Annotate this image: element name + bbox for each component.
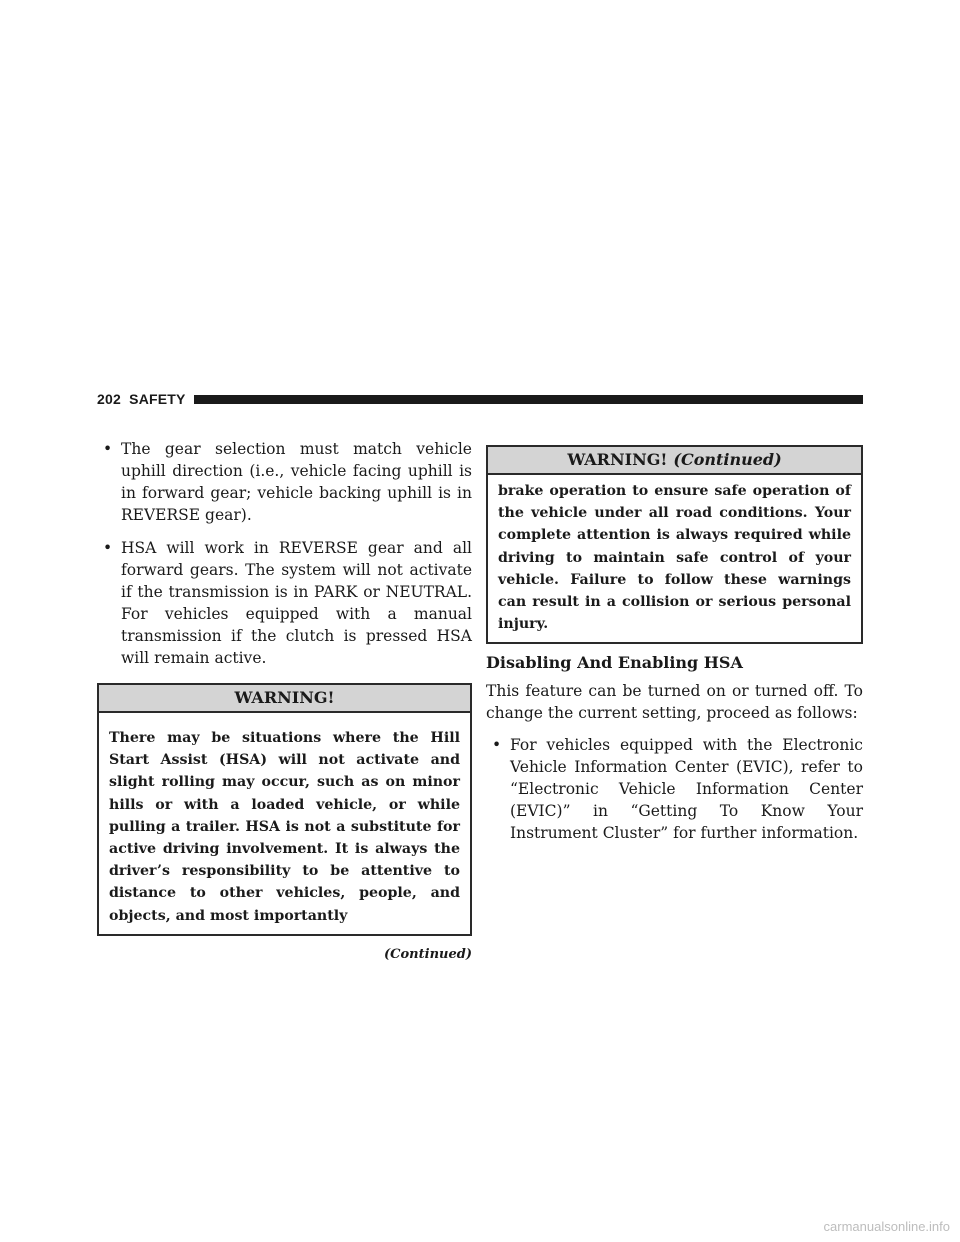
- bullet-icon: •: [103, 539, 113, 557]
- warning-text: brake operation to ensure safe operation of the vehicle under all road conditions. Your complete attention is always required while driving to maintain safe control of your vehicle. Failure to follow these warnings can result in a collision or serious personal injury.: [498, 483, 851, 633]
- warning-title: WARNING! (Continued): [488, 447, 861, 475]
- bullet-text: The gear selection must match vehicle uphill direction (i.e., vehicle facing uphill is in forward gear; vehicle backing uphill is in REVERSE gear).: [121, 440, 472, 524]
- header-rule: [194, 395, 863, 404]
- section-heading: Disabling And Enabling HSA: [486, 653, 743, 673]
- bullet-icon: •: [492, 736, 502, 755]
- bullet-icon: •: [103, 440, 113, 458]
- list-item: [486, 734, 863, 844]
- warning-box: [97, 683, 472, 936]
- continued-label: (Continued): [384, 946, 472, 962]
- warning-title-suffix: (Continued): [673, 450, 782, 469]
- bullet-text: HSA will work in REVERSE gear and all forward gears. The system will not activate if the transmission is in PARK or NEUTRAL. For vehicles equipped with a manual transmission if the clutch is pressed HSA will remain active.: [121, 539, 472, 667]
- bullet-text: For vehicles equipped with the Electronic Vehicle Information Center (EVIC), refer to “Electronic Vehicle Information Center (EVIC)” in “Getting To Know Your Instrument Cluster” for further information.: [510, 736, 863, 843]
- warning-box-continued: [486, 445, 863, 644]
- left-column: [97, 438, 472, 966]
- watermark: carmanualsonline.info: [823, 1219, 950, 1234]
- right-column: [486, 445, 863, 855]
- warning-title: WARNING!: [99, 685, 470, 713]
- page-header-text: 202 SAFETY: [97, 391, 186, 407]
- list-item: [97, 537, 472, 669]
- warning-text: There may be situations where the Hill Start Assist (HSA) will not activate and slight rolling may occur, such as on minor hills or with a loaded vehicle, or while pulling a trailer. HSA is not a substitute for active driving involvement. It is always the driver’s responsibility to be attentive to distance to other vehicles, people, and objects, and most importantly: [109, 730, 460, 924]
- page-header: [97, 388, 863, 410]
- paragraph: This feature can be turned on or turned off. To change the current setting, proceed as follows:: [486, 682, 863, 723]
- list-item: [97, 438, 472, 526]
